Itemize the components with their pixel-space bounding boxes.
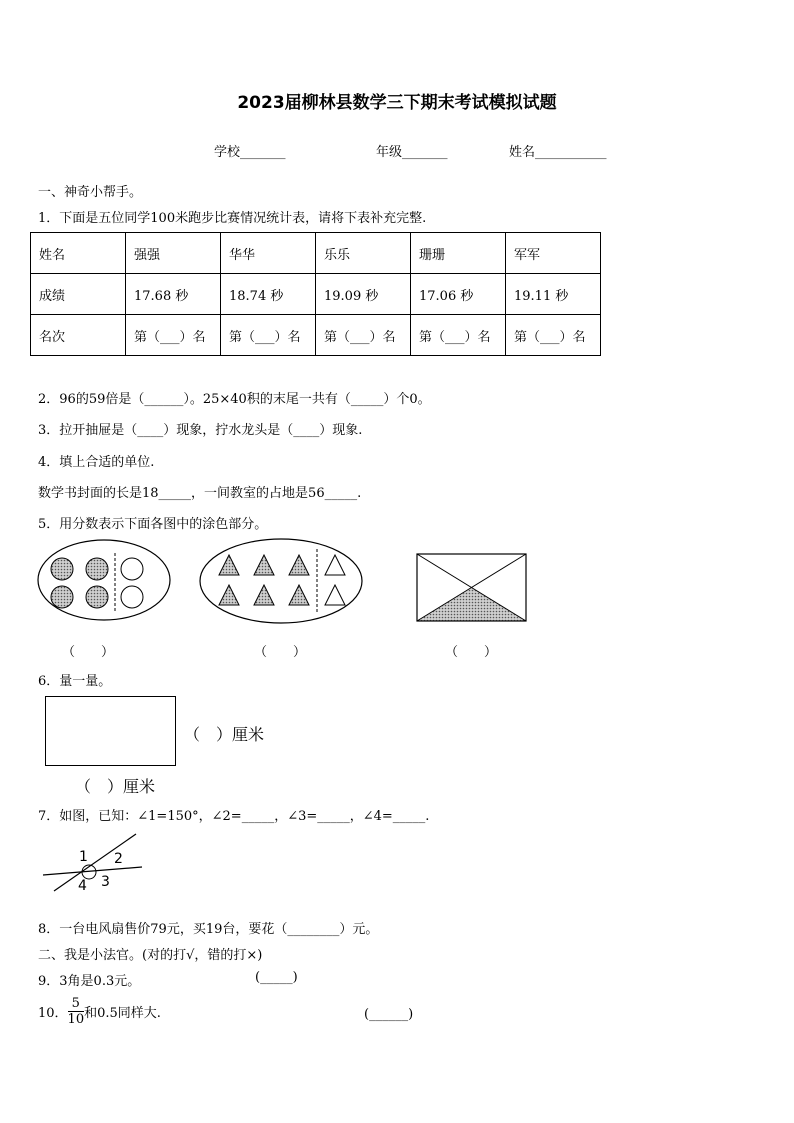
measure-rectangle — [45, 696, 176, 766]
length-answer-label[interactable]: （ ）厘米 — [75, 777, 156, 796]
angle-label: 4 — [78, 878, 87, 894]
table-cell: 19.09 秒 — [316, 274, 411, 315]
angle-label: 3 — [101, 874, 110, 890]
answer-blank-1[interactable]: （ ） — [62, 645, 115, 660]
table-cell: 珊珊 — [411, 233, 506, 274]
rectangle-diagonals-figure — [417, 554, 526, 621]
grade-field: 年级_______ — [376, 145, 448, 160]
table-cell: 19.11 秒 — [506, 274, 601, 315]
question-2: 2．96的59倍是（______）。25×40积的末尾一共有（_____）个0。 — [38, 392, 431, 407]
name-field: 姓名___________ — [509, 145, 607, 160]
answer-blank-2[interactable]: （ ） — [254, 645, 307, 660]
fraction-denominator: 10 — [67, 1012, 85, 1027]
judge-answer-9[interactable]: (_____) — [255, 970, 298, 985]
question-5: 5．用分数表示下面各图中的涂色部分。 — [38, 517, 268, 532]
table-row — [31, 233, 601, 274]
question-9: 9．3角是0.3元。 — [38, 974, 141, 989]
question-7: 7．如图，已知：∠1=150°，∠2=_____，∠3=_____，∠4=_____. — [38, 809, 430, 824]
table-row — [31, 274, 601, 315]
fraction-numerator: 5 — [68, 996, 85, 1012]
table-cell[interactable]: 第（___）名 — [221, 315, 316, 356]
question-3: 3．拉开抽屉是（____）现象，拧水龙头是（____）现象. — [38, 423, 363, 438]
question-10-text: 和0.5同样大. — [84, 1006, 161, 1021]
question-8: 8．一台电风扇售价79元，买19台，要花（________）元。 — [38, 922, 379, 937]
fraction-figures — [0, 535, 794, 635]
table-cell[interactable]: 第（___）名 — [506, 315, 601, 356]
table-cell: 军军 — [506, 233, 601, 274]
table-cell: 17.68 秒 — [126, 274, 221, 315]
fraction — [68, 996, 85, 1027]
question-4: 4．填上合适的单位. — [38, 455, 155, 470]
angle-label: 2 — [114, 851, 123, 867]
school-field: 学校_______ — [214, 145, 286, 160]
judge-answer-10[interactable]: (______) — [364, 1007, 414, 1022]
section-heading-1: 一、神奇小帮手。 — [38, 185, 143, 200]
angle-label: 1 — [79, 849, 88, 865]
question-4-line: 数学书封面的长是18_____，一间教室的占地是56_____. — [38, 486, 362, 501]
table-cell: 17.06 秒 — [411, 274, 506, 315]
table-cell: 华华 — [221, 233, 316, 274]
table-cell[interactable]: 第（___）名 — [316, 315, 411, 356]
answer-blank-3[interactable]: （ ） — [445, 645, 498, 660]
page-title: 2023届柳林县数学三下期末考试模拟试题 — [237, 93, 557, 113]
table-cell[interactable]: 第（___）名 — [126, 315, 221, 356]
width-answer-label[interactable]: （ ）厘米 — [184, 725, 265, 744]
table-cell: 乐乐 — [316, 233, 411, 274]
question-10-number: 10． — [38, 1006, 68, 1021]
question-10 — [38, 996, 161, 1027]
question-6: 6．量一量。 — [38, 674, 112, 689]
table-cell: 名次 — [31, 315, 126, 356]
score-table — [30, 232, 601, 356]
angle-diagram — [38, 828, 158, 898]
circles-ellipse-figure — [38, 540, 170, 620]
table-cell: 18.74 秒 — [221, 274, 316, 315]
table-cell: 强强 — [126, 233, 221, 274]
table-cell: 姓名 — [31, 233, 126, 274]
question-1: 1．下面是五位同学100米跑步比赛情况统计表，请将下表补充完整. — [38, 211, 427, 226]
table-cell: 成绩 — [31, 274, 126, 315]
section-heading-2: 二、我是小法官。(对的打√，错的打×) — [38, 948, 263, 963]
table-cell[interactable]: 第（___）名 — [411, 315, 506, 356]
triangles-ellipse-figure — [200, 539, 362, 623]
table-row — [31, 315, 601, 356]
